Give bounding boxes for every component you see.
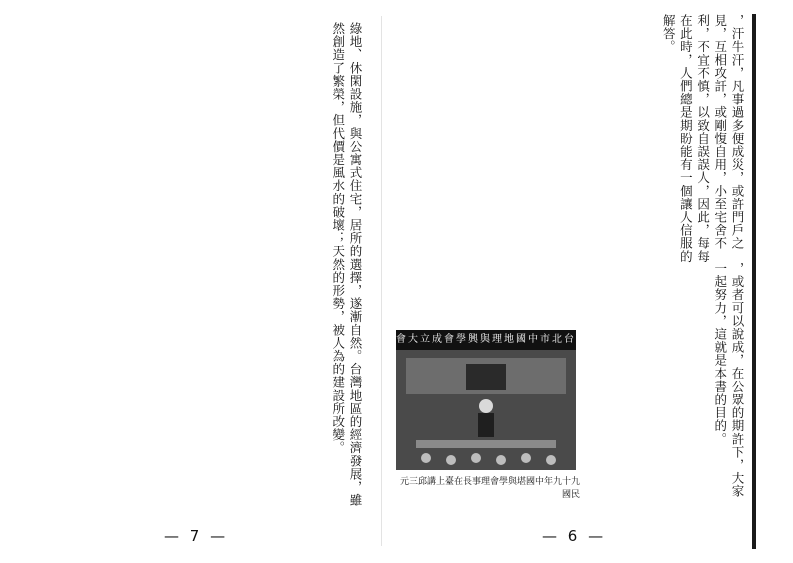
right-page: [386, 0, 748, 563]
photo-caption: 元三邱講上臺在長事理會學與堪國中年九十九國民: [399, 477, 580, 500]
left-page-number: — 7 —: [164, 527, 229, 545]
right-page-body-top: ，汗牛汗，凡事過多便成災，或許門戶之見，互相攻訐，或剛愎自用，小至宅舍不利，不宜不慎，以致自誤誤人，因此，每每在此時，人們總是期盼能有一個讓人信服的解答。: [661, 14, 745, 263]
event-photo: [396, 330, 576, 470]
left-page: [14, 0, 382, 563]
page-gutter: [381, 16, 382, 546]
right-page-number: — 6 —: [542, 527, 607, 545]
photo-scene: [396, 350, 576, 470]
binding-edge: [752, 14, 756, 549]
photo-banner: 會大立成會學興與理地國中市北台: [396, 330, 576, 350]
right-page-body-bottom: ，或者可以說成，在公眾的期許下，大家一起努力，這就是本書的目的。: [712, 262, 745, 498]
left-page-body: 綠地、休閑設施，與公寓式住宅，居所的選擇，遂漸自然。台灣地區的經濟發展，雖然創造了繁榮，但代價是風水的破壞；天然的形勢，被人為的建設所改變。: [330, 22, 363, 507]
